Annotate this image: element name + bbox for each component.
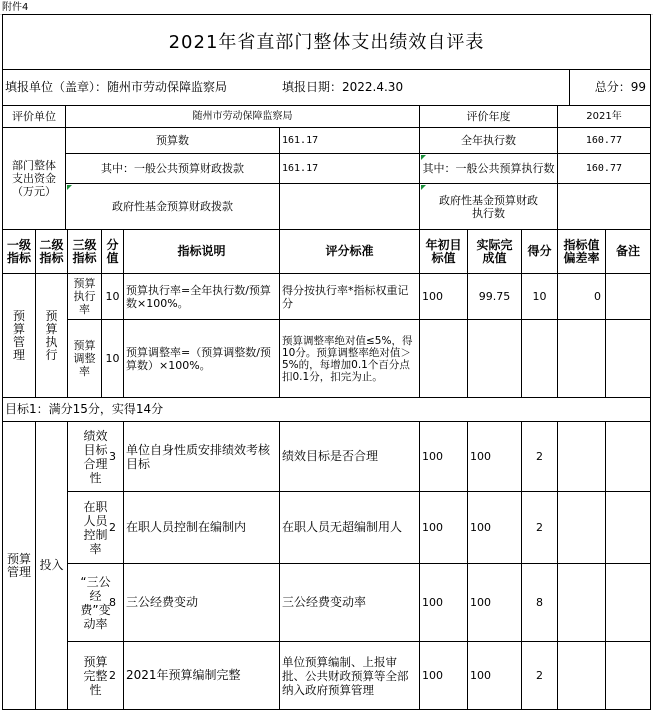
header-note: 备注 (606, 230, 651, 274)
table-row-lvl3: 在职人员控制率 (68, 492, 124, 564)
eval-year-value: 2021年 (558, 106, 651, 128)
table-row-desc: 预算调整率=（预算调整数/预算数）×100%。 (124, 320, 280, 398)
table-row-criteria: 绩效目标是否合理 (280, 422, 420, 492)
budget-value: 161.17 (280, 128, 420, 154)
table-row-lvl3: 预算执行率 (68, 274, 102, 320)
table-row-deviation (558, 642, 606, 710)
table-row-score (522, 320, 558, 398)
header-score: 得分 (522, 230, 558, 274)
fund-label: 部门整体支出资金（万元） (2, 128, 66, 230)
header-lvl1: 一级指标 (2, 230, 36, 274)
gov-fund-value (280, 184, 420, 230)
header-lvl3: 三级指标 (68, 230, 102, 274)
section1-lvl1: 预算管理 (2, 274, 36, 398)
gov-fund-exec-value (558, 184, 651, 230)
table-row-target: 100 (420, 642, 468, 710)
general-exec-label: 其中：一般公共预算执行数 (420, 154, 558, 184)
table-row-desc: 单位自身性质安排绩效考核目标 (124, 422, 280, 492)
eval-year-label: 评价年度 (420, 106, 558, 128)
table-row-target: 100 (420, 274, 468, 320)
table-row-deviation (558, 492, 606, 564)
table-row-actual (468, 320, 522, 398)
full-exec-label: 全年执行数 (420, 128, 558, 154)
table-row-criteria: 在职人员无超编制用人 (280, 492, 420, 564)
table-row-target: 100 (420, 564, 468, 642)
table-row-score: 2 (522, 492, 558, 564)
table-row-actual: 100 (468, 422, 522, 492)
table-row-note (606, 320, 651, 398)
table-row-actual: 99.75 (468, 274, 522, 320)
table-row-deviation (558, 422, 606, 492)
table-row-criteria: 预算调整率绝对值≤5%，得10分。预算调整率绝对值＞5%的，每增加0.1个百分点扣0.1分，扣完为止。 (280, 320, 420, 398)
table-row-lvl3: “三公经费”变动率 (68, 564, 124, 642)
table-row-lvl3: 预算完整性 (68, 642, 124, 710)
section1-lvl2: 预算执行 (36, 274, 68, 398)
table-row-score: 2 (522, 422, 558, 492)
table-row-desc: 2021年预算编制完整 (124, 642, 280, 710)
table-row-lvl3: 绩效目标合理性 (68, 422, 124, 492)
fill-date: 填报日期：2022.4.30 (280, 70, 570, 106)
annex-label: 附件4 (2, 1, 29, 13)
table-row-criteria: 三公经费变动率 (280, 564, 420, 642)
table-row-value: 10 (102, 320, 124, 398)
total-score: 总分：99 (570, 70, 651, 106)
table-row-score: 10 (522, 274, 558, 320)
header-target: 年初目标值 (420, 230, 468, 274)
table-row-score: 2 (522, 642, 558, 710)
header-criteria: 评分标准 (280, 230, 420, 274)
general-exec-value: 160.77 (558, 154, 651, 184)
header-score-value: 分值 (102, 230, 124, 274)
general-budget-label: 其中：一般公共预算财政拨款 (66, 154, 280, 184)
table-row-target (420, 320, 468, 398)
general-budget-value: 161.17 (280, 154, 420, 184)
header-deviation: 指标值偏差率 (558, 230, 606, 274)
cell-marker (67, 185, 72, 190)
table-row-deviation: 0 (558, 274, 606, 320)
table-row-value: 8 (102, 564, 124, 642)
table-row-target: 100 (420, 422, 468, 492)
table-row-note (606, 422, 651, 492)
table-row-note (606, 492, 651, 564)
table-row-actual: 100 (468, 564, 522, 642)
goal-summary: 目标1：满分15分，实得14分 (2, 398, 651, 422)
table-row-desc: 三公经费变动 (124, 564, 280, 642)
full-exec-value: 160.77 (558, 128, 651, 154)
table-row-value: 2 (102, 642, 124, 710)
gov-fund-label: 政府性基金预算财政拨款 (66, 184, 280, 230)
budget-label: 预算数 (66, 128, 280, 154)
eval-unit-value: 随州市劳动保障监察局 (66, 106, 420, 128)
section2-lvl2: 投入 (36, 422, 68, 710)
header-lvl2: 二级指标 (36, 230, 68, 274)
table-row-score: 8 (522, 564, 558, 642)
page-title: 2021年省直部门整体支出绩效自评表 (2, 14, 651, 70)
table-row-target: 100 (420, 492, 468, 564)
table-row-deviation (558, 564, 606, 642)
table-row-desc: 在职人员控制在编制内 (124, 492, 280, 564)
header-desc: 指标说明 (124, 230, 280, 274)
table-row-deviation (558, 320, 606, 398)
header-actual: 实际完成值 (468, 230, 522, 274)
cell-marker (421, 155, 426, 160)
table-row-note (606, 642, 651, 710)
gov-fund-exec-label: 政府性基金预算财政执行数 (420, 184, 558, 230)
section2-lvl1: 预算管理 (2, 422, 36, 710)
cell-marker (421, 185, 426, 190)
table-row-note (606, 564, 651, 642)
table-row-note (606, 274, 651, 320)
table-row-actual: 100 (468, 642, 522, 710)
table-row-lvl3: 预算调整率 (68, 320, 102, 398)
table-row-criteria: 得分按执行率*指标权重记分 (280, 274, 420, 320)
fill-unit: 填报单位（盖章）：随州市劳动保障监察局 (2, 70, 280, 106)
table-row-criteria: 单位预算编制、上报审批、公共财政预算等全部纳入政府预算管理 (280, 642, 420, 710)
table-row-actual: 100 (468, 492, 522, 564)
table-row-value: 2 (102, 492, 124, 564)
table-row-value: 3 (102, 422, 124, 492)
table-row-desc: 预算执行率=全年执行数/预算数×100%。 (124, 274, 280, 320)
eval-unit-label: 评价单位 (2, 106, 66, 128)
table-row-value: 10 (102, 274, 124, 320)
